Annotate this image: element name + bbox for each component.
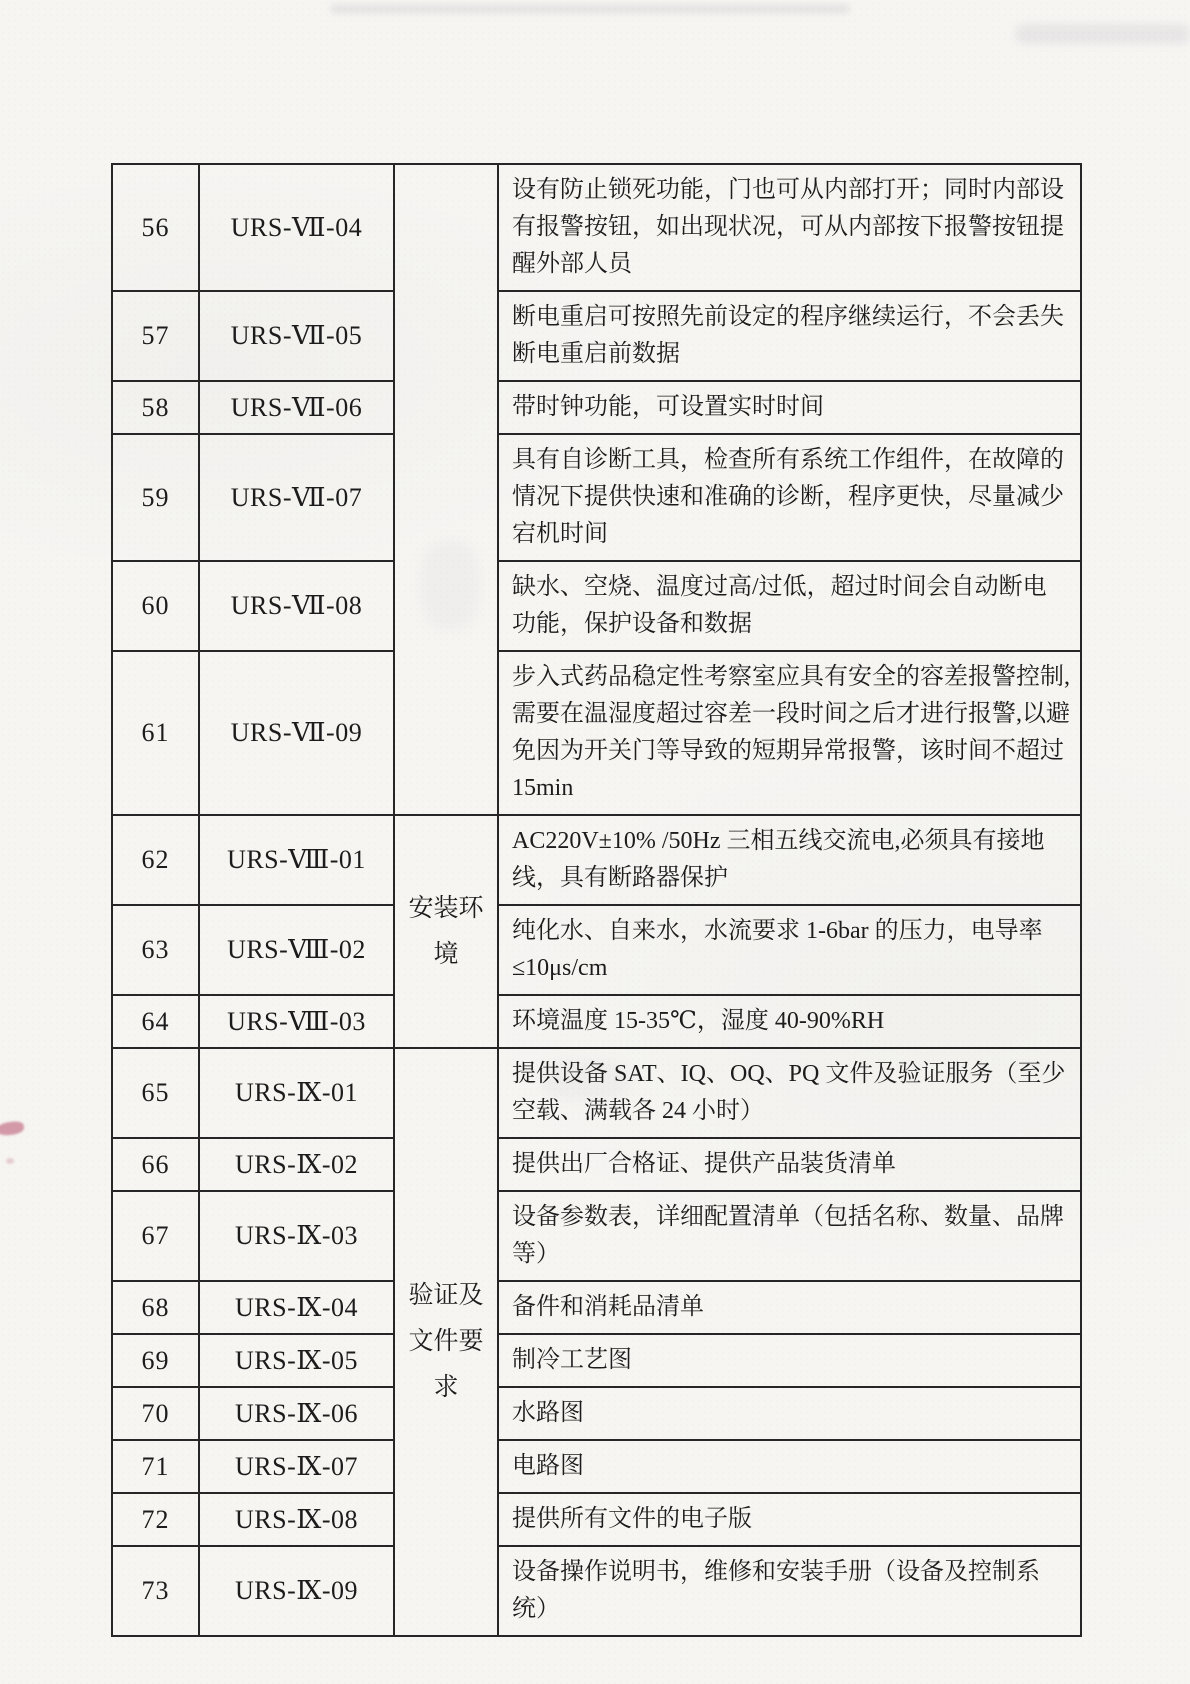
table-row xyxy=(112,1138,1081,1191)
urs-code-cell: URS-Ⅶ-05 xyxy=(199,291,394,381)
row-number-cell: 63 xyxy=(112,905,199,995)
urs-code-cell: URS-Ⅸ-09 xyxy=(199,1546,394,1636)
requirement-text-cell: 提供设备 SAT、IQ、OQ、PQ 文件及验证服务（至少空载、满载各 24 小时） xyxy=(498,1048,1081,1138)
table-row xyxy=(112,1281,1081,1334)
urs-code-cell: URS-Ⅸ-06 xyxy=(199,1387,394,1440)
row-number-cell: 60 xyxy=(112,561,199,651)
urs-code-cell: URS-Ⅷ-03 xyxy=(199,995,394,1048)
urs-requirements-table xyxy=(111,163,1082,1637)
urs-code-cell: URS-Ⅸ-01 xyxy=(199,1048,394,1138)
row-number-cell: 67 xyxy=(112,1191,199,1281)
urs-code-cell: URS-Ⅶ-06 xyxy=(199,381,394,434)
table-row xyxy=(112,995,1081,1048)
category-cell: 验证及文件要求 xyxy=(394,1048,498,1636)
requirement-text-cell: 提供出厂合格证、提供产品装货清单 xyxy=(498,1138,1081,1191)
urs-code-cell: URS-Ⅸ-03 xyxy=(199,1191,394,1281)
table-row xyxy=(112,1440,1081,1493)
requirement-text-cell: 步入式药品稳定性考察室应具有安全的容差报警控制,需要在温湿度超过容差一段时间之后才进行报警,以避免因为开关门等导致的短期异常报警，该时间不超过 15min xyxy=(498,651,1081,815)
requirement-text-cell: AC220V±10% /50Hz 三相五线交流电,必须具有接地线，具有断路器保护 xyxy=(498,815,1081,905)
row-number-cell: 72 xyxy=(112,1493,199,1546)
table-row xyxy=(112,1387,1081,1440)
urs-code-cell: URS-Ⅸ-08 xyxy=(199,1493,394,1546)
row-number-cell: 62 xyxy=(112,815,199,905)
table-row xyxy=(112,905,1081,995)
row-number-cell: 57 xyxy=(112,291,199,381)
table-row xyxy=(112,1546,1081,1636)
requirement-text-cell: 具有自诊断工具，检查所有系统工作组件，在故障的情况下提供快速和准确的诊断，程序更快，尽量减少宕机时间 xyxy=(498,434,1081,561)
urs-code-cell: URS-Ⅶ-07 xyxy=(199,434,394,561)
requirement-text-cell: 设备参数表，详细配置清单（包括名称、数量、品牌等） xyxy=(498,1191,1081,1281)
row-number-cell: 64 xyxy=(112,995,199,1048)
table-row xyxy=(112,164,1081,291)
requirement-text-cell: 带时钟功能，可设置实时时间 xyxy=(498,381,1081,434)
urs-code-cell: URS-Ⅸ-07 xyxy=(199,1440,394,1493)
requirement-text-cell: 断电重启可按照先前设定的程序继续运行，不会丢失断电重启前数据 xyxy=(498,291,1081,381)
row-number-cell: 70 xyxy=(112,1387,199,1440)
requirement-text-cell: 提供所有文件的电子版 xyxy=(498,1493,1081,1546)
urs-code-cell: URS-Ⅸ-04 xyxy=(199,1281,394,1334)
category-cell xyxy=(394,164,498,815)
row-number-cell: 59 xyxy=(112,434,199,561)
urs-code-cell: URS-Ⅸ-05 xyxy=(199,1334,394,1387)
table-row xyxy=(112,1191,1081,1281)
requirement-text-cell: 电路图 xyxy=(498,1440,1081,1493)
table-row xyxy=(112,561,1081,651)
row-number-cell: 71 xyxy=(112,1440,199,1493)
urs-code-cell: URS-Ⅶ-08 xyxy=(199,561,394,651)
row-number-cell: 66 xyxy=(112,1138,199,1191)
table-row xyxy=(112,1334,1081,1387)
requirement-text-cell: 备件和消耗品清单 xyxy=(498,1281,1081,1334)
urs-code-cell: URS-Ⅶ-04 xyxy=(199,164,394,291)
requirement-text-cell: 纯化水、自来水，水流要求 1-6bar 的压力，电导率≤10μs/cm xyxy=(498,905,1081,995)
row-number-cell: 56 xyxy=(112,164,199,291)
requirement-text-cell: 水路图 xyxy=(498,1387,1081,1440)
table-row xyxy=(112,1493,1081,1546)
row-number-cell: 65 xyxy=(112,1048,199,1138)
table-row xyxy=(112,1048,1081,1138)
table-row xyxy=(112,651,1081,815)
row-number-cell: 69 xyxy=(112,1334,199,1387)
urs-code-cell: URS-Ⅷ-01 xyxy=(199,815,394,905)
requirement-text-cell: 缺水、空烧、温度过高/过低，超过时间会自动断电功能，保护设备和数据 xyxy=(498,561,1081,651)
scan-artifact-pink-mark xyxy=(0,1121,25,1137)
row-number-cell: 68 xyxy=(112,1281,199,1334)
scan-artifact-top-right-smudge xyxy=(1015,24,1190,44)
requirement-text-cell: 制冷工艺图 xyxy=(498,1334,1081,1387)
table-row xyxy=(112,434,1081,561)
urs-code-cell: URS-Ⅷ-02 xyxy=(199,905,394,995)
urs-code-cell: URS-Ⅸ-02 xyxy=(199,1138,394,1191)
category-cell: 安装环境 xyxy=(394,815,498,1048)
row-number-cell: 73 xyxy=(112,1546,199,1636)
requirement-text-cell: 设备操作说明书，维修和安装手册（设备及控制系统） xyxy=(498,1546,1081,1636)
row-number-cell: 58 xyxy=(112,381,199,434)
requirement-text-cell: 设有防止锁死功能，门也可从内部打开；同时内部设有报警按钮，如出现状况，可从内部按下报警按钮提醒外部人员 xyxy=(498,164,1081,291)
table-row xyxy=(112,815,1081,905)
row-number-cell: 61 xyxy=(112,651,199,815)
table-row xyxy=(112,381,1081,434)
table-row xyxy=(112,291,1081,381)
requirement-text-cell: 环境温度 15-35℃，湿度 40-90%RH xyxy=(498,995,1081,1048)
scan-artifact-pink-dot xyxy=(6,1158,14,1164)
scan-artifact-top-streak xyxy=(330,4,850,14)
urs-code-cell: URS-Ⅶ-09 xyxy=(199,651,394,815)
